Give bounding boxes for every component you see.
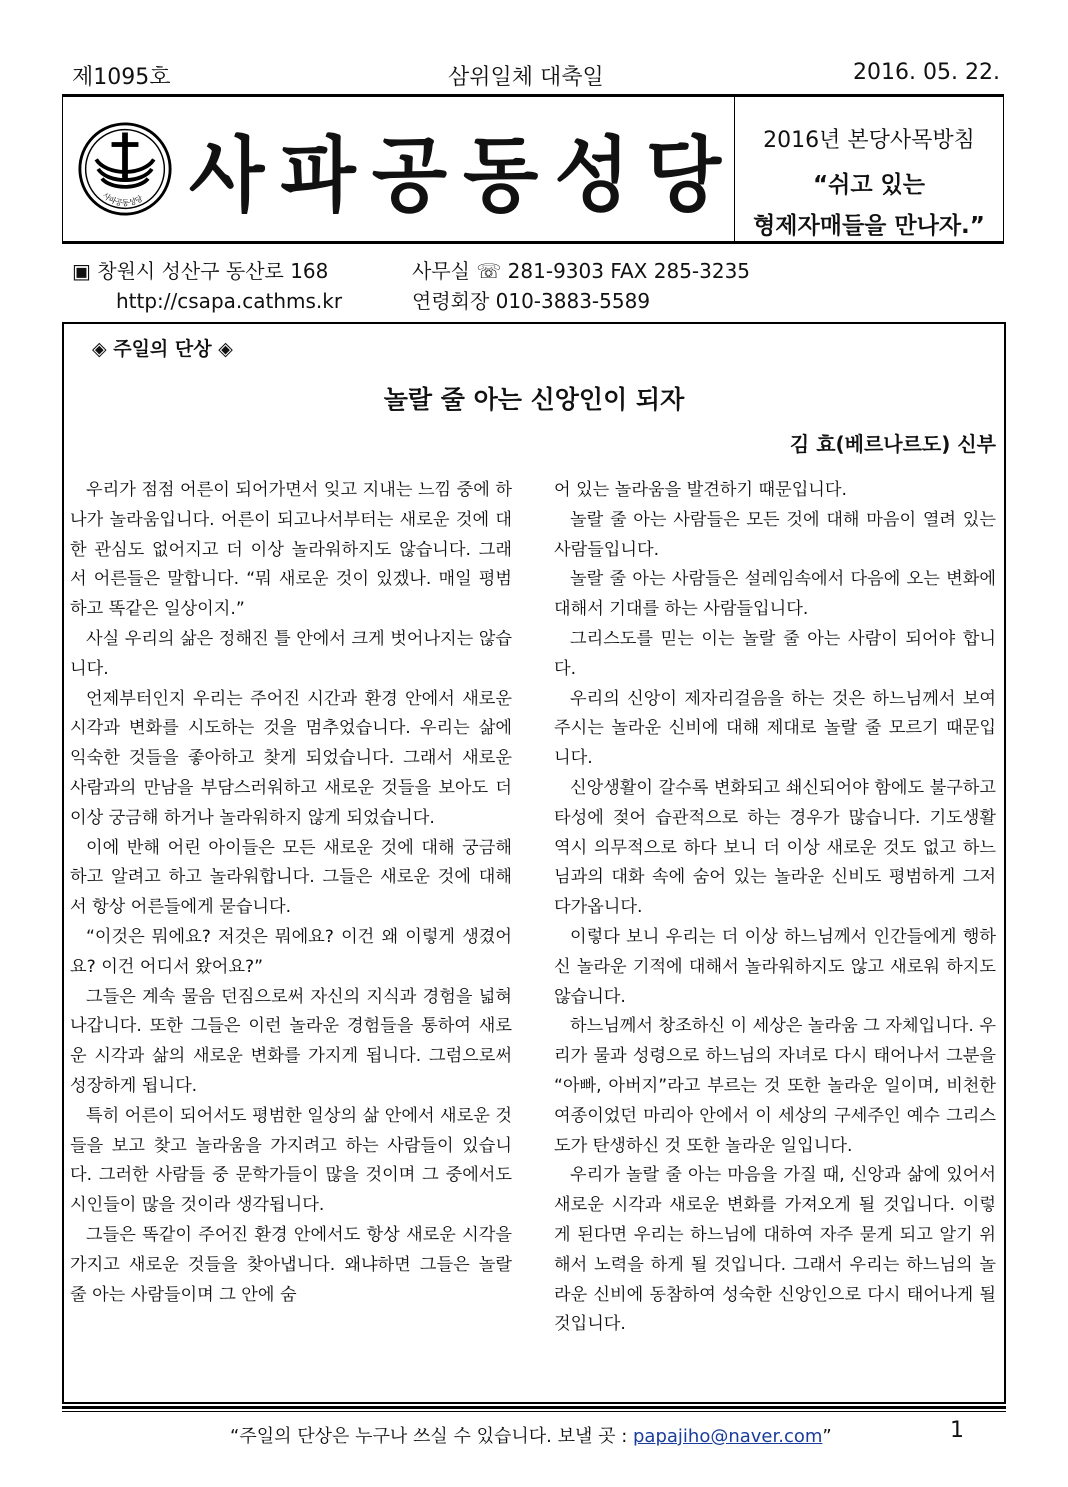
footer-close-quote: ” xyxy=(822,1426,832,1447)
paragraph: 우리의 신앙이 제자리걸음을 하는 것은 하느님께서 보여 주시는 놀라운 신비에 대해 제대로 놀랄 줄 모르기 때문입니다. xyxy=(554,688,996,769)
paragraph: 특히 어른이 되어서도 평범한 일상의 삶 안에서 새로운 것들을 보고 찾고 놀라움을 가지려고 하는 사람들이 있습니다. 그러한 사람들 중 문학가들이 많을 것이며 그 중에서도 시인들이 많을 것이라 생각됩니다. xyxy=(70,1105,512,1216)
footer-text: “주일의 단상은 누구나 쓰실 수 있습니다. 보낼 곳 : xyxy=(230,1426,628,1447)
footer-rule-thin xyxy=(62,1411,1006,1412)
parish-title: 사파공동성당 xyxy=(189,128,738,224)
page-number: 1 xyxy=(950,1418,964,1443)
paragraph: 사실 우리의 삶은 정해진 틀 안에서 크게 벗어나지는 않습니다. xyxy=(70,628,512,679)
paragraph: “이것은 뭐에요? 저것은 뭐에요? 이건 왜 이렇게 생겼어요? 이건 어디서 왔어요?” xyxy=(70,926,512,977)
footer-rule xyxy=(62,1406,1006,1409)
paragraph: 이에 반해 어린 아이들은 모든 새로운 것에 대해 궁금해 하고 알려고 하고 놀라워합니다. 그들은 새로운 것에 대해서 항상 어른들에게 묻습니다. xyxy=(70,837,512,918)
motto-line-2: 형제자매들을 만나자.” xyxy=(753,213,985,239)
paragraph: 어 있는 놀라움을 발견하기 때문입니다. xyxy=(554,480,847,500)
paragraph: 언제부터인지 우리는 주어진 시간과 환경 안에서 새로운 시각과 변화를 시도하는 것을 멈추었습니다. 우리는 삶에 익숙한 것들을 좋아하고 찾게 되었습니다. 그래서 새로운 사람과의 만남을 부담스러워하고 새로운 것들을 보아도 더 이상 궁금해 하거나 놀라워하지 않게 되었습니다. xyxy=(70,688,512,828)
paragraph: 놀랄 줄 아는 사람들은 설레임속에서 다음에 오는 변화에 대해서 기대를 하는 사람들입니다. xyxy=(554,569,996,620)
paragraph: 그들은 똑같이 주어진 환경 안에서도 항상 새로운 시각을 가지고 새로운 것들을 찾아냅니다. 왜냐하면 그들은 놀랄 줄 아는 사람들이며 그 안에 숨 xyxy=(70,1224,512,1305)
website-link[interactable]: http://csapa.cathms.kr xyxy=(116,289,343,313)
issue-date: 2016. 05. 22. xyxy=(853,60,1000,85)
paragraph: 우리가 점점 어른이 되어가면서 잊고 지내는 느낌 중에 하나가 놀라움입니다. 어른이 되고나서부터는 새로운 것에 대한 관심도 없어지고 더 이상 놀라워하지도 않습니다. 그래서 어른들은 말합니다. “뭐 새로운 것이 있겠나. 매일 평범하고 똑같은 일상이지.” xyxy=(70,480,512,620)
paragraph: 신앙생활이 갈수록 변화되고 쇄신되어야 함에도 불구하고 타성에 젖어 습관적으로 하는 경우가 많습니다. 기도생활 역시 의무적으로 하다 보니 더 이상 새로운 것도 없고 하느님과의 대화 속에 숨어 있는 놀라운 신비도 평범하게 그저 다가옵니다. xyxy=(554,777,996,918)
paragraph: 우리가 놀랄 줄 아는 마음을 가질 때, 신앙과 삶에 있어서 새로운 시각과 새로운 변화를 가져오게 될 것입니다. 이렇게 된다면 우리는 하느님에 대하여 자주 묻게 되고 알기 위해서 노력을 하게 될 것입니다. 그래서 우리는 하느님의 놀라운 신비에 동참하여 성숙한 신앙인으로 다시 태어나게 될 것입니다. xyxy=(554,1165,996,1335)
paragraph: 하느님께서 창조하신 이 세상은 놀라움 그 자체입니다. 우리가 물과 성령으로 하느님의 자녀로 다시 태어나서 그분을 “아빠, 아버지”라고 부르는 것 또한 놀라운 일이며, 비천한 여종이었던 마리아 안에서 이 세상의 구세주인 예수 그리스도가 탄생하신 것 또한 놀라운 일입니다. xyxy=(554,1016,996,1156)
article-column-right xyxy=(554,476,996,1340)
email-link[interactable]: papajiho@naver.com xyxy=(633,1426,823,1447)
paragraph: 그들은 계속 물음 던짐으로써 자신의 지식과 경험을 넓혀 나갑니다. 또한 그들은 이런 놀라운 경험들을 통하여 새로운 시각과 삶의 새로운 변화를 가지게 됩니다. 그럼으로써 성장하게 됩니다. xyxy=(70,986,512,1096)
masthead xyxy=(62,94,1004,244)
column-kicker: ◈ 주일의 단상 ◈ xyxy=(92,338,233,360)
paragraph: 놀랄 줄 아는 사람들은 모든 것에 대해 마음이 열려 있는 사람들입니다. xyxy=(554,509,996,560)
motto-heading: 2016년 본당사목방침 xyxy=(763,128,975,153)
pastoral-motto xyxy=(734,97,1003,241)
feast-name: 삼위일체 대축일 xyxy=(448,65,604,90)
article-author: 김 효(베르나르도) 신부 xyxy=(789,432,996,456)
logo-caption: 사파공동성당 xyxy=(100,190,145,208)
paragraph: 그리스도를 믿는 이는 놀랄 줄 아는 사람이 되어야 합니다. xyxy=(554,628,996,679)
issue-line xyxy=(0,52,1068,92)
motto-line-1: “쉬고 있는 xyxy=(813,172,925,198)
article-column-left xyxy=(70,476,512,1310)
footer-note xyxy=(230,1422,832,1448)
paragraph: 이렇다 보니 우리는 더 이상 하느님께서 인간들에게 행하신 놀라운 기적에 대해서 놀라워하지도 않고 새로워 하지도 않습니다. xyxy=(554,926,996,1007)
article-title: 놀랄 줄 아는 신앙인이 되자 xyxy=(383,385,685,414)
church-logo-icon xyxy=(77,121,173,217)
article-box xyxy=(62,322,1006,1404)
office-phone: 사무실 ☏ 281-9303 FAX 285-3235 xyxy=(412,259,751,283)
council-phone: 연령회장 010-3883-5589 xyxy=(412,289,651,313)
address: ▣ 창원시 성산구 동산로 168 xyxy=(72,259,329,283)
issue-number: 제1095호 xyxy=(72,65,171,90)
